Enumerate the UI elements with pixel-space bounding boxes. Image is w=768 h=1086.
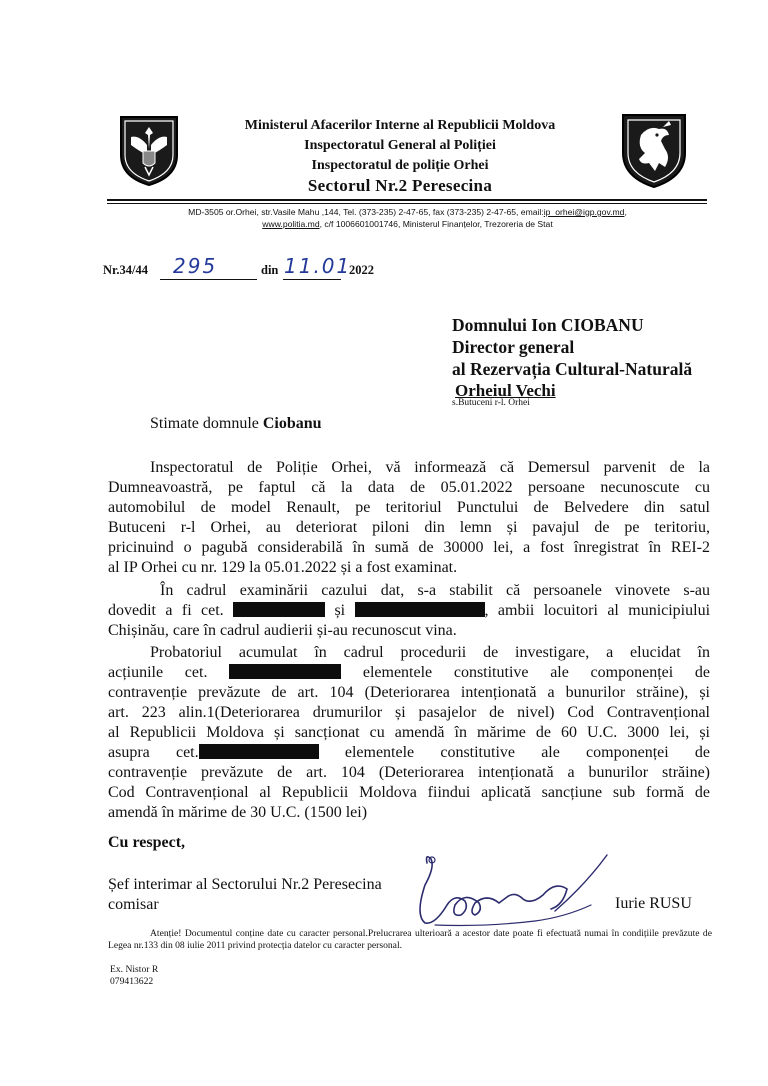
body-line: contravenție prevăzute de art. 104 (Deteriorarea intenționată a bunurilor străine) — [108, 764, 710, 781]
body-line: Inspectoratul de Poliție Orhei, vă informează că Demersul parvenit de la — [150, 459, 710, 476]
contact-address: MD-3505 or.Orhei, str.Vasile Mahu ,144, Tel. (373-235) 2-47-65, fax (373-235) 2-47-65, email: — [188, 207, 544, 217]
body-line: amendă în mărime de 30 U.C. (1500 lei) — [108, 804, 368, 821]
addressee-name: Domnului Ion CIOBANU — [452, 315, 644, 335]
police-lion-emblem-icon — [619, 113, 689, 189]
coat-of-arms-emblem-icon — [117, 115, 181, 187]
text-fragment: acțiunile cet. — [108, 664, 208, 681]
text-fragment: și — [334, 602, 346, 619]
signer-name: Iurie RUSU — [615, 895, 692, 912]
local-inspectorate-name: Inspectoratul de poliție Orhei — [311, 158, 489, 173]
body-line-with-redactions — [108, 743, 710, 763]
reference-date-underline — [283, 279, 341, 280]
body-line: al Republicii Moldova și sancționat cu amendă în mărime de 60 U.C. 3000 lei, și — [108, 724, 710, 741]
redaction-block — [355, 602, 485, 617]
reference-date-handwritten: 11.01 — [284, 254, 352, 278]
redaction-block — [199, 744, 319, 759]
ministry-name: Ministerul Afacerilor Interne al Republicii Moldova — [244, 118, 556, 133]
addressee-location: s.Butuceni r-l. Orhei — [452, 398, 530, 408]
reference-date-label: din — [261, 263, 279, 277]
text-fragment: asupra cet. — [108, 744, 199, 761]
body-line: pricinuind o pagubă considerabilă în sumă de 30000 lei, a fost înregistrat în REI-2 — [108, 539, 710, 556]
reference-number-underline — [160, 279, 257, 280]
signer-position: Șef interimar al Sectorului Nr.2 Peresecina — [108, 876, 382, 893]
body-line: al IP Orhei cu nr. 129 la 05.01.2022 și a fost examinat. — [108, 559, 458, 576]
sector-name: Sectorul Nr.2 Peresecina — [307, 176, 493, 195]
body-line-with-redactions — [108, 663, 710, 683]
text-fragment: elementele constitutive ale componenței de — [344, 744, 711, 761]
privacy-notice — [108, 928, 712, 952]
contact-website-link[interactable]: www.politia.md — [262, 219, 320, 229]
salutation — [150, 415, 322, 433]
body-line: art. 223 alin.1(Deteriorarea drumurilor și pasajelor de nivel) Cod Contravențional — [108, 704, 710, 721]
addressee-organization: al Rezervația Cultural-Naturală — [452, 359, 693, 379]
privacy-notice-line-1: Atenție! Documentul conține date cu caracter personal.Prelucrarea ulterioară a acestor date poate fi efectuată numai în condițiile — [150, 928, 659, 939]
text-fragment: , ambii locuitori al municipiului — [484, 602, 711, 619]
salutation-prefix: Stimate domnule — [150, 415, 263, 432]
body-line: Probatoriul acumulat în cadrul procedurii de investigare, a elucidat în — [150, 644, 710, 661]
body-line: În cadrul examinării cazului dat, s-a stabilit că persoanele vinovete s-au — [160, 582, 710, 599]
text-fragment: elementele constitutive ale componenței de — [362, 664, 710, 681]
body-line: automobilul de model Renault, pe teritoriul Punctului de Belvedere din satul — [108, 499, 710, 516]
addressee-reserve-name: Orheiul Vechi — [455, 381, 556, 400]
body-line-with-redactions — [108, 601, 710, 621]
body-line: Cod Contravențional al Republicii Moldova fiindui aplicată sancțiune sub formă de — [108, 784, 710, 801]
body-line: Chișinău, care în cadrul audierii și-au recunoscut vina. — [108, 622, 457, 639]
signer-rank: comisar — [108, 896, 159, 913]
closing-phrase: Cu respect, — [108, 834, 186, 851]
contact-line-2 — [110, 218, 705, 231]
redaction-block — [233, 602, 325, 617]
executor-name: Ex. Nistor R — [110, 964, 159, 975]
addressee-title: Director general — [452, 337, 575, 357]
body-line: Butuceni r-l Orhei, au deteriorat piloni din lemn și pavajul de pe teritoriu, — [108, 519, 710, 536]
salutation-name: Ciobanu — [262, 415, 322, 432]
reference-number-handwritten: 295 — [173, 254, 218, 278]
redaction-block — [229, 664, 341, 679]
body-line: contravenție prevăzute de art. 104 (Deteriorarea intenționată a bunurilor străine), și — [108, 684, 710, 701]
privacy-notice-line-2: prevăzute de Legea nr.133 din 08 iulie 2011 privind protecția datelor cu caracter personal. — [108, 928, 712, 951]
body-line: Dumneavoastră, pe faptul că la data de 05.01.2022 persoane necunoscute cu — [108, 479, 710, 496]
header-divider-thick — [107, 199, 707, 201]
contact-email-link[interactable]: ip_orhei@igp.gov.md — [543, 207, 625, 217]
reference-number-label: Nr.34/44 — [103, 263, 149, 277]
contact-fiscal-code: , c/f 1006601001746, Ministerul Finanțelor, Trezoreria de Stat — [319, 219, 553, 229]
contact-separator: , — [624, 207, 627, 217]
text-fragment: dovedit a fi cet. — [108, 602, 224, 619]
inspectorate-name: Inspectoratul General al Poliției — [304, 138, 496, 153]
header-divider-thin — [107, 203, 707, 204]
executor-phone: 079413622 — [110, 976, 154, 987]
reference-year: 2022 — [349, 263, 374, 277]
